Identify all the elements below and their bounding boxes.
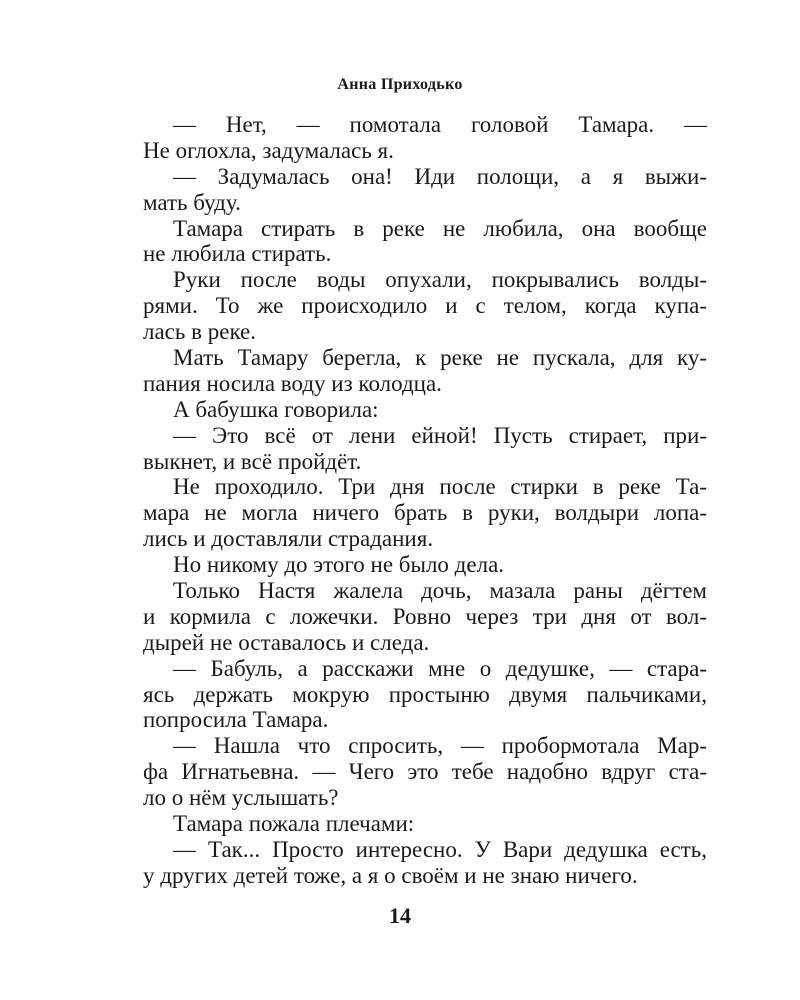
text-line: не любила стирать. [143, 241, 332, 267]
paragraph [143, 345, 707, 397]
text-line: Руки после воды опухали, покрывались волды- [173, 267, 707, 293]
text-line: Но никому до этого не было дела. [173, 552, 505, 578]
text-line: — Это всё от лени ейной! Пусть стирает, при- [173, 422, 707, 448]
paragraph [143, 267, 707, 345]
text-line: ясь держать мокрую простыню двумя пальчиками, [143, 681, 707, 707]
running-head-author: Анна Приходько [337, 76, 463, 93]
text-line: Тамара пожала плечами: [173, 811, 415, 837]
text-line: Мать Тамару берегла, к реке не пускала, для ку- [173, 345, 707, 371]
paragraph [143, 656, 707, 734]
text-line: мать буду. [143, 189, 241, 215]
text-line: — Нет, — помотала головой Тамара. — [173, 112, 707, 137]
text-line: — Так... Просто интересно. У Вари дедушка есть, [173, 836, 707, 862]
paragraph [143, 112, 707, 164]
text-line: рями. То же происходило и с телом, когда купа- [143, 293, 707, 319]
text-line: лись и доставляли страдания. [143, 526, 434, 552]
text-line: Не оглохла, задумалась я. [143, 137, 394, 163]
text-line: — Задумалась она! Иди полощи, а я выжи- [173, 163, 707, 189]
text-line: мара не могла ничего брать в руки, волдыри лопа- [143, 500, 707, 526]
text-line: — Бабуль, а расскажи мне о дедушке, — стара- [173, 655, 707, 681]
paragraph [143, 733, 707, 811]
paragraph [143, 811, 707, 837]
text-line: Только Настя жалела дочь, мазала раны дёгтем [173, 578, 707, 604]
page-number: 14 [389, 903, 411, 928]
text-line: Не проходило. Три дня после стирки в реке Та- [173, 474, 707, 500]
paragraph [143, 216, 707, 268]
text-line: пания носила воду из колодца. [143, 370, 442, 396]
text-line: — Нашла что спросить, — пробормотала Мар- [173, 733, 707, 759]
paragraph [143, 578, 707, 656]
body-text [143, 112, 707, 889]
text-line: и кормила с ложечки. Ровно через три дня от вол- [143, 603, 707, 629]
text-line: лась в реке. [143, 319, 257, 345]
paragraph [143, 474, 707, 552]
paragraph [143, 423, 707, 475]
text-line: А бабушка говорила: [173, 396, 379, 422]
paragraph [143, 552, 707, 578]
paragraph [143, 164, 707, 216]
text-line: фа Игнатьевна. — Чего это тебе надобно вдруг ста- [143, 759, 707, 785]
text-line: ло о нём услышать? [143, 785, 339, 811]
text-line: дырей не оставалось и следа. [143, 629, 430, 655]
text-line: Тамара стирать в реке не любила, она вообще [173, 215, 707, 241]
paragraph [143, 397, 707, 423]
text-line: у других детей тоже, а я о своём и не знаю ничего. [143, 862, 638, 888]
text-line: выкнет, и всё пройдёт. [143, 448, 362, 474]
paragraph [143, 837, 707, 889]
text-line: попросила Тамара. [143, 707, 329, 733]
